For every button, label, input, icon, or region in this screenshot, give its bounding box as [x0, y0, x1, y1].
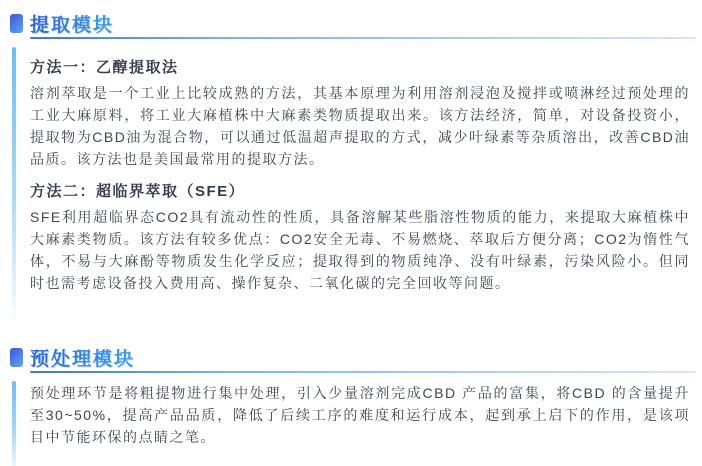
paragraph: SFE利用超临界态CO2具有流动性的性质，具备溶解某些脂溶性物质的能力，来提取大麻植株中大麻素类物质。该方法有较多优点：CO2安全无毒、不易燃烧、萃取后方便分离；CO2为惰性气体，不易与大麻酚等物质发生化学反应；提取得到的物质纯净、没有叶绿素，污染风险小。但同时也需考虑设备投入费用高、操作复杂、二氧化碳的完全回收等问题。	[30, 209, 690, 291]
section-header	[10, 346, 696, 368]
section-bullet-icon	[10, 348, 23, 367]
section-title: 提取模块	[30, 10, 114, 37]
method-subheading: 方法二：超临界萃取（SFE）	[30, 183, 246, 200]
section-extraction	[10, 12, 696, 308]
section-header	[10, 12, 696, 34]
section-title: 预处理模块	[30, 344, 135, 371]
section-underline	[30, 37, 696, 39]
section-body	[12, 379, 696, 462]
section-underline	[30, 371, 696, 373]
section-pretreatment	[10, 346, 696, 462]
method-subheading: 方法一：乙醇提取法	[30, 59, 179, 76]
paragraph: 溶剂萃取是一个工业上比较成熟的方法，其基本原理为利用溶剂浸泡及搅拌或喷淋经过预处理的工业大麻原料，将工业大麻植株中大麻素类物质提取出来。该方法经济，简单，对设备投资小，提取物为CBD油为混合物，可以通过低温超声提取的方式，减少叶绿素等杂质溶出，改善CBD油品质。该方法也是美国最常用的提取方法。	[30, 85, 690, 167]
paragraph: 预处理环节是将粗提物进行集中处理，引入少量溶剂完成CBD 产品的富集，将CBD 的含量提升至30~50%，提高产品品质，降低了后续工序的难度和运行成本，起到承上启下的作用，是该项目中节能环保的点睛之笔。	[30, 385, 690, 445]
section-body	[12, 45, 696, 308]
section-bullet-icon	[10, 14, 23, 33]
